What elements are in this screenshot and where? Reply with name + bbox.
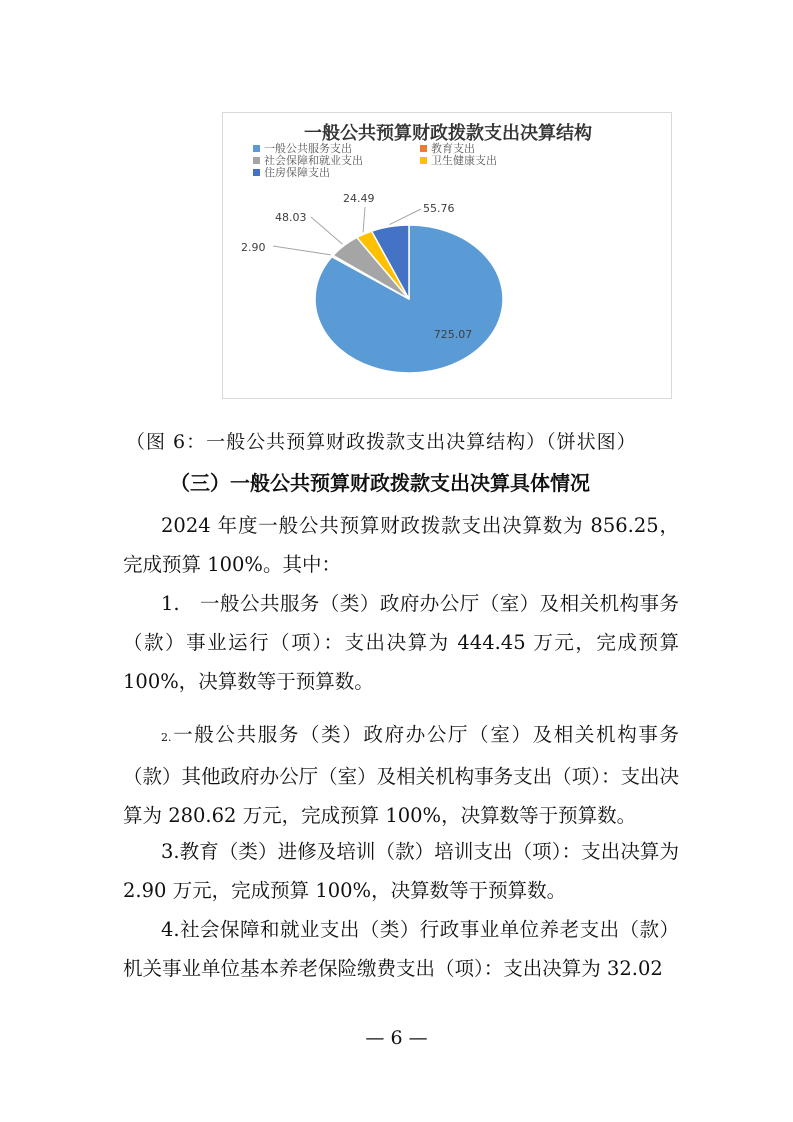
pie-data-label: 2.90 xyxy=(241,241,266,254)
legend-swatch xyxy=(420,157,427,164)
legend-swatch xyxy=(253,157,260,164)
pie-leader-line xyxy=(273,246,331,255)
pie-chart xyxy=(222,112,672,399)
paragraph-item-4 xyxy=(123,910,679,988)
paragraph-intro-text: 2024 年度一般公共预算财政拨款支出决算数为 856.25，完成预算 100%。其中： xyxy=(123,514,679,576)
legend-label: 住房保障支出 xyxy=(264,166,330,179)
paragraph-item-1-text: 1. 一般公共服务（类）政府办公厅（室）及相关机构事务（款）事业运行（项）：支出决算为 444.45 万元，完成预算 100%，决算数等于预算数。 xyxy=(123,592,679,693)
paragraph-item-2-text: 一般公共服务（类）政府办公厅（室）及相关机构事务（款）其他政府办公厅（室）及相关机构事务支出（项）：支出决算为 280.62 万元，完成预算 100%，决算数等于预算数。 xyxy=(123,723,679,827)
pie-chart-svg xyxy=(223,113,673,400)
legend-label: 社会保障和就业支出 xyxy=(264,154,363,167)
pie-slices xyxy=(315,225,503,373)
paragraph-item-1 xyxy=(123,584,679,701)
legend-swatch xyxy=(253,145,260,152)
legend-label: 教育支出 xyxy=(431,142,475,155)
section-heading: （三）一般公共预算财政拨款支出决算具体情况 xyxy=(170,471,590,495)
legend-swatch xyxy=(253,169,260,176)
paragraph-intro xyxy=(123,506,679,584)
pie-data-label: 55.76 xyxy=(423,202,455,215)
chart-legend xyxy=(253,141,497,179)
chart-title: 一般公共预算财政拨款支出决算结构 xyxy=(304,123,592,144)
pie-leader-line xyxy=(390,209,422,225)
legend-label: 卫生健康支出 xyxy=(431,154,497,167)
pie-leader-line xyxy=(363,207,365,232)
pie-data-label: 48.03 xyxy=(275,211,307,224)
paragraph-item-2-number: 2. xyxy=(161,731,172,744)
paragraph-item-3-text: 3.教育（类）进修及培训（款）培训支出（项）：支出决算为 2.90 万元，完成预算 100%，决算数等于预算数。 xyxy=(123,840,679,902)
pie-leader-line xyxy=(311,217,343,244)
paragraph-item-4-text: 4.社会保障和就业支出（类）行政事业单位养老支出（款）机关事业单位基本养老保险缴费支出（项）：支出决算为 32.02 xyxy=(123,918,679,980)
legend-swatch xyxy=(420,145,427,152)
figure-caption: （图 6：一般公共预算财政拨款支出决算结构）（饼状图） xyxy=(126,431,637,453)
pie-data-label: 24.49 xyxy=(343,192,375,205)
pie-data-label: 725.07 xyxy=(433,328,473,341)
legend-label: 一般公共服务支出 xyxy=(264,142,352,155)
paragraph-item-3 xyxy=(123,832,679,910)
paragraph-item-2 xyxy=(123,715,679,835)
page-number: — 6 — xyxy=(365,1027,428,1049)
